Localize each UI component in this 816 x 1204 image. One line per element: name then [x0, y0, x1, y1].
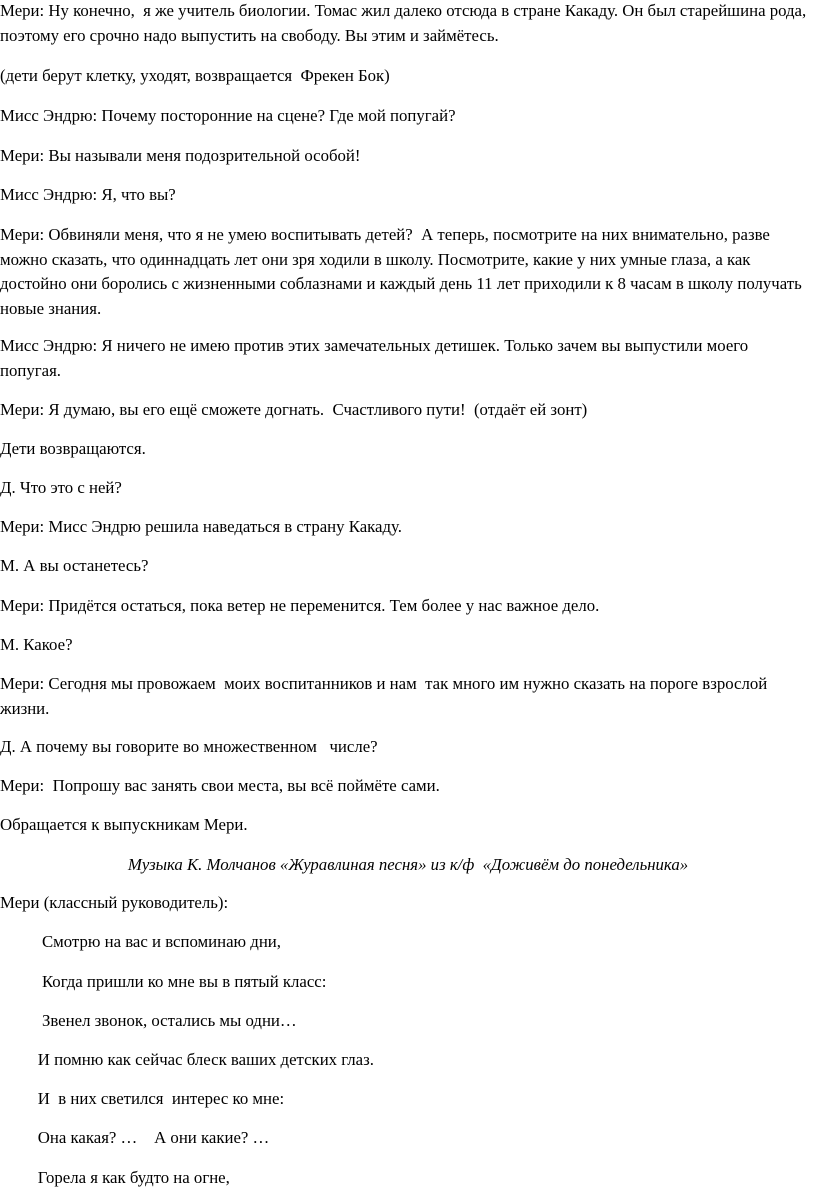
- paragraph: Мери: Сегодня мы провожаем моих воспитанников и нам так много им нужно сказать на пороге взрослой жизни.: [0, 674, 772, 718]
- verse-line: Звенел звонок, остались мы одни…: [0, 1011, 297, 1030]
- music-caption: Музыка К. Молчанов «Журавлиная песня» из к/ф «Доживём до понедельника»: [127, 855, 689, 874]
- paragraph: Мисс Эндрю: Я, что вы?: [0, 185, 176, 204]
- paragraph: М. Какое?: [0, 635, 73, 654]
- verse-line: И помню как сейчас блеск ваших детских глаз.: [0, 1050, 374, 1069]
- paragraph: Мисс Эндрю: Я ничего не имею против этих замечательных детишек. Только зачем вы выпустили моего попугая.: [0, 336, 753, 380]
- paragraph: (дети берут клетку, уходят, возвращается Фрекен Бок): [0, 66, 390, 85]
- paragraph: Мери: Вы называли меня подозрительной особой!: [0, 146, 361, 165]
- paragraph: Мери: Придётся остаться, пока ветер не переменится. Тем более у нас важное дело.: [0, 596, 600, 615]
- paragraph: М. А вы останетесь?: [0, 556, 149, 575]
- paragraph: Д. А почему вы говорите во множественном числе?: [0, 737, 378, 756]
- paragraph: Мери: Ну конечно, я же учитель биологии. Томас жил далеко отсюда в стране Какаду. Он был старейшина рода, поэтому его срочно надо выпустить на свободу. Вы этим и займётесь.: [0, 1, 811, 45]
- verse-line: Горела я как будто на огне,: [0, 1168, 230, 1187]
- paragraph: Мери: Я думаю, вы его ещё сможете догнать. Счастливого пути! (отдаёт ей зонт): [0, 400, 588, 419]
- paragraph: Д. Что это с ней?: [0, 478, 122, 497]
- paragraph: Обращается к выпускникам Мери.: [0, 815, 248, 834]
- paragraph: Мисс Эндрю: Почему посторонние на сцене? Где мой попугай?: [0, 106, 456, 125]
- verse-line: И в них светился интерес ко мне:: [0, 1089, 285, 1108]
- paragraph: Мери: Попрошу вас занять свои места, вы всё поймёте сами.: [0, 776, 440, 795]
- paragraph: Мери: Мисс Эндрю решила наведаться в страну Какаду.: [0, 517, 402, 536]
- verse-line: Она какая? … А они какие? …: [0, 1128, 270, 1147]
- verse-line: Смотрю на вас и вспоминаю дни,: [0, 932, 281, 951]
- paragraph: Мери: Обвиняли меня, что я не умею воспитывать детей? А теперь, посмотрите на них внимательно, разве можно сказать, что одиннадцать лет они зря ходили в школу. Посмотрите, какие у них умные глаза, а как достойно они боролись с жизненными соблазнами и каждый день 11 лет приходили к 8 часам в школу получать новые знания.: [0, 225, 806, 318]
- verse-line: Когда пришли ко мне вы в пятый класс:: [0, 972, 327, 991]
- paragraph: Дети возвращаются.: [0, 439, 146, 458]
- speaker-line: Мери (классный руководитель):: [0, 893, 229, 912]
